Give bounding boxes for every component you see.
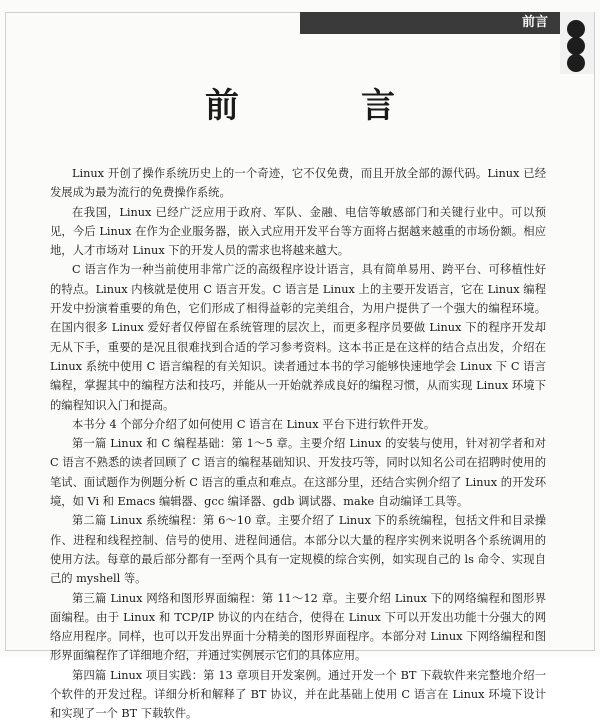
paragraph: Linux 开创了操作系统历史上的一个奇迹，它不仅免费，而且开放全部的源代码。Linux 已经发展成为最为流行的免费操作系统。	[50, 167, 546, 200]
chapter-header-title: 前言	[521, 15, 548, 30]
page-title: 前 言	[205, 86, 439, 126]
preface-body	[50, 164, 546, 724]
paragraph: 第三篇 Linux 网络和图形界面编程：第 11～12 章。主要介绍 Linux 下的网络编程和图形界面编程。由于 Linux 和 TCP/IP 协议的内在结合，使得在 Linux 下可以开发出功能十分强大的网络应用程序。同样，也可以开发出界面十分精美的图形界面程序。本部分对 Linux 下网络编程和图形界面编程作了详细地介绍，并通过实例展示它们的具体应用。	[50, 591, 546, 663]
chapter-header-bar	[300, 12, 560, 34]
paragraph: 本书分 4 个部分介绍了如何使用 C 语言在 Linux 平台下进行软件开发。	[72, 417, 436, 431]
thumb-dot-icon	[567, 54, 585, 72]
paragraph: 在我国，Linux 已经广泛应用于政府、军队、金融、电信等敏感部门和关键行业中。可以预见，今后 Linux 在作为企业服务器，嵌入式应用开发平台等方面将占据越来越重的市场份额。相应地，人才市场对 Linux 下的开发人员的需求也将越来越大。	[50, 205, 546, 258]
thumb-dot-icon	[567, 37, 585, 55]
paragraph: 第四篇 Linux 项目实践：第 13 章项目开发案例。通过开发一个 BT 下载软件来完整地介绍一个软件的开发过程。详细分析和解释了 BT 协议，并在此基础上使用 C 语言在 Linux 环境下设计和实现了一个 BT 下载软件。	[50, 668, 546, 721]
paragraph: 第二篇 Linux 系统编程：第 6～10 章。主要介绍了 Linux 下的系统编程，包括文件和目录操作、进程和线程控制、信号的使用、进程间通信。本部分以大量的程序实例来说明各个系统调用的使用方法。每章的最后部分都有一至两个具有一定规模的综合实例，如实现自己的 ls 命令、实现自己的 myshell 等。	[50, 514, 546, 586]
thumb-dot-icon	[567, 20, 585, 38]
paragraph: 第一篇 Linux 和 C 编程基础：第 1～5 章。主要介绍 Linux 的安装与使用，针对初学者和对 C 语言不熟悉的读者回顾了 C 语言的编程基础知识、开发技巧等，同时以知名公司在招聘时使用的笔试、面试题作为例题分析 C 语言的重点和难点。在这部分里，还结合实例介绍了 Linux 的开发环境，如 Vi 和 Emacs 编辑器、gcc 编译器、gdb 调试器、make 自动编译工具等。	[50, 437, 546, 509]
paragraph: C 语言作为一种当前使用非常广泛的高级程序设计语言，具有简单易用、跨平台、可移植性好的特点。Linux 内核就是使用 C 语言开发。C 语言是 Linux 上的主要开发语言，它在 Linux 编程开发中扮演着重要的角色，它们形成了相得益彰的完美组合，为用户提供了一个强大的编程环境。在国内很多 Linux 爱好者仅停留在系统管理的层次上，而更多程序员要做 Linux 下的程序开发却无从下手，重要的是况且很难找到合适的学习参考资料。这本书正是在这样的结合点出发，介绍在 Linux 系统中使用 C 语言编程的有关知识。读者通过本书的学习能够快速地学会 Linux 下 C 语言编程，掌握其中的编程方法和技巧，并能从一开始就养成良好的编程习惯，从而实现 Linux 环境下的编程知识入门和提高。	[50, 263, 546, 412]
